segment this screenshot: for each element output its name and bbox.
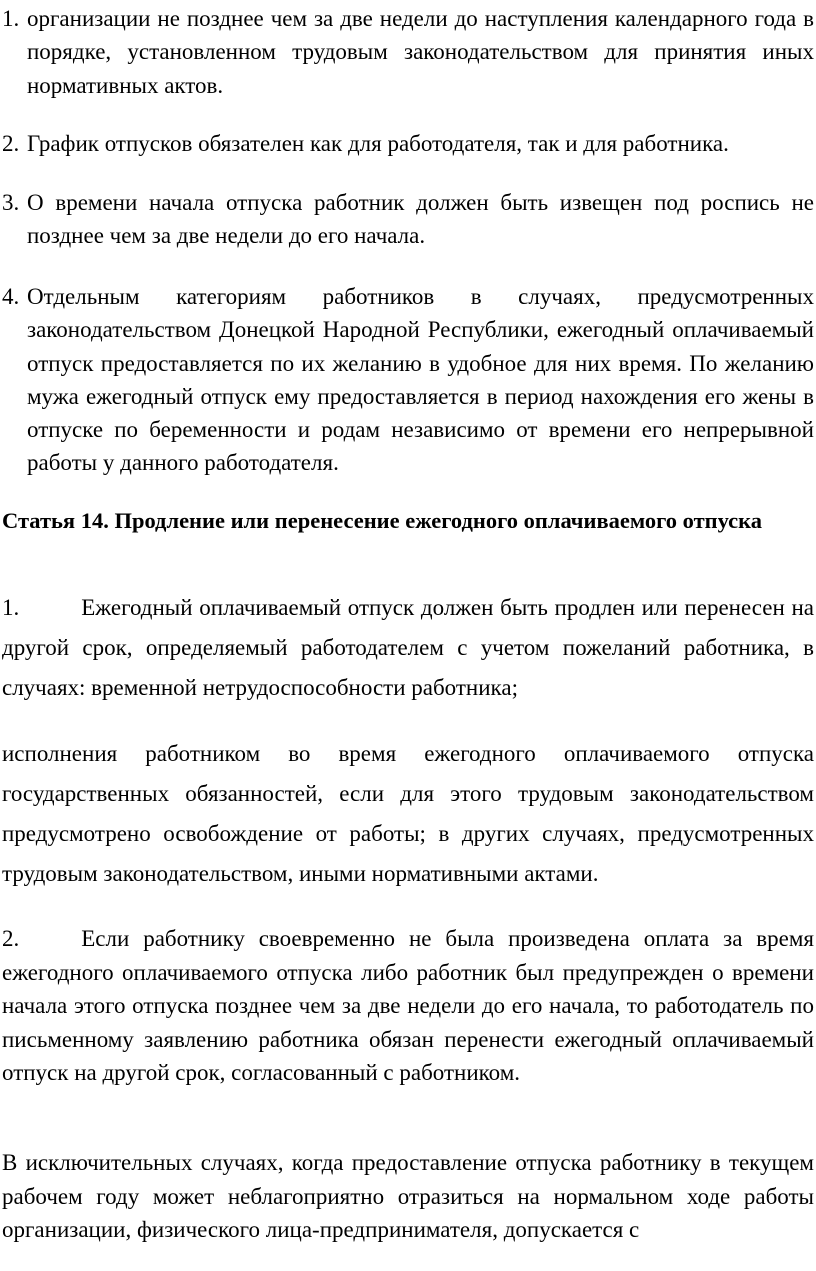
list-item-text: О времени начала отпуска работник должен быть извещен под роспись не позднее чем за две недели до его начала. [27,190,814,249]
paragraph-3 [2,922,814,1090]
paragraph-2 [2,734,814,894]
list-item-4 [0,280,816,480]
list-item-text: Отдельным категориям работников в случаях, предусмотренных законодательством Донецкой Народной Республики, ежегодный оплачиваемый отпуск предоставляется по их желанию в удобное для них время. По желанию мужа ежегодный отпуск ему предоставляется в период нахождения его жены в отпуске по беременности и родам независимо от времени его непрерывной работы у данного работодателя. [27,284,814,476]
paragraph-text: Если работнику своевременно не была произведена оплата за время ежегодного оплачиваемого отпуска либо работник был предупрежден о времени начала этого отпуска позднее чем за две недели до его начала, то работодатель по письменному заявлению работника обязан перенести ежегодный оплачиваемый отпуск на другой срок, согласованный с работником. [2,926,814,1085]
paragraph-text: В исключительных случаях, когда предоставление отпуска работнику в текущем рабочем году может неблагоприятно отразиться на нормальном ходе работы организации, физического лица-предпринимателя, допускается с [2,1150,814,1242]
list-item-3 [0,186,816,253]
paragraph-number: 2. [2,926,20,951]
list-item-text: График отпусков обязателен как для работодателя, так и для работника. [27,131,729,156]
paragraph-text: Ежегодный оплачиваемый отпуск должен быть продлен или перенесен на другой срок, определяемый работодателем с учетом пожеланий работника, в случаях: временной нетрудоспособности работника; [2,595,814,700]
paragraph-number: 1. [2,595,20,620]
list-item-number: 4. [2,284,20,309]
list-item-2 [0,127,816,160]
paragraph-1 [2,588,814,708]
list-item-1 [0,2,816,102]
paragraph-4 [2,1146,814,1247]
article-heading: Статья 14. Продление или перенесение ежегодного оплачиваемого отпуска [2,508,763,533]
list-item-number: 2. [2,131,20,156]
list-item-number: 1. [2,6,20,31]
list-item-text: организации не позднее чем за две недели до наступления календарного года в порядке, установленном трудовым законодательством для принятия иных нормативных актов. [27,6,814,98]
list-item-number: 3. [2,190,20,215]
paragraph-text: исполнения работником во время ежегодного оплачиваемого отпуска государственных обязанностей, если для этого трудовым законодательством предусмотрено освобождение от работы; в других случаях, предусмотренных трудовым законодательством, иными нормативными актами. [2,741,814,886]
